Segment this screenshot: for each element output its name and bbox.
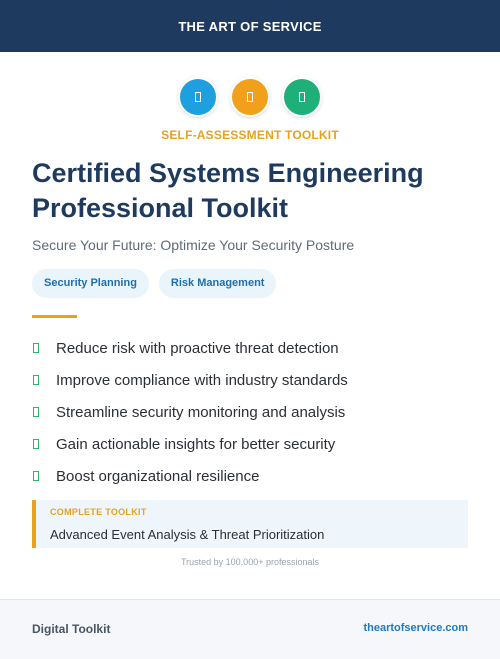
tag-security-planning[interactable]: Security Planning: [32, 269, 149, 298]
list-item: [32, 396, 348, 428]
check-icon: [33, 407, 39, 417]
benefit-text: Streamline security monitoring and analysis: [56, 403, 346, 421]
square-outline-icon: [299, 92, 305, 102]
page-title: Certified Systems Engineering Professional Toolkit: [32, 158, 424, 223]
eyebrow-label: SELF-ASSESSMENT TOOLKIT: [161, 128, 339, 142]
list-item: [32, 460, 348, 492]
list-item: [32, 332, 348, 364]
subtitle: Secure Your Future: Optimize Your Security Posture: [32, 237, 355, 253]
check-icon: [33, 439, 39, 449]
benefit-text: Gain actionable insights for better security: [56, 435, 336, 453]
top-banner: [0, 0, 500, 52]
callout-label: COMPLETE TOOLKIT: [50, 507, 147, 517]
benefit-text: Boost organizational resilience: [56, 467, 260, 485]
square-outline-icon: [195, 92, 201, 102]
complete-toolkit-callout: [32, 500, 468, 548]
footer: [0, 599, 500, 659]
website-link[interactable]: theartofservice.com: [363, 622, 468, 634]
tag-risk-management[interactable]: Risk Management: [159, 269, 277, 298]
tag-list: [32, 269, 276, 298]
callout-text: Advanced Event Analysis & Threat Prioritization: [50, 527, 325, 542]
trusted-note: Trusted by 100,000+ professionals: [180, 557, 319, 567]
check-icon: [33, 343, 39, 353]
list-item: [32, 364, 348, 396]
orange-circle-icon: [230, 77, 270, 117]
brand-name: THE ART OF SERVICE: [178, 18, 322, 34]
benefit-text: Improve compliance with industry standards: [56, 371, 348, 389]
icon-row: [0, 77, 500, 117]
green-circle-icon: [282, 77, 322, 117]
square-outline-icon: [247, 92, 253, 102]
list-item: [32, 428, 348, 460]
accent-divider: [32, 315, 77, 318]
check-icon: [33, 375, 39, 385]
benefit-text: Reduce risk with proactive threat detection: [56, 339, 339, 357]
blue-circle-icon: [178, 77, 218, 117]
benefit-list: [32, 332, 348, 492]
check-icon: [33, 471, 39, 481]
footer-label: Digital Toolkit: [32, 622, 111, 636]
